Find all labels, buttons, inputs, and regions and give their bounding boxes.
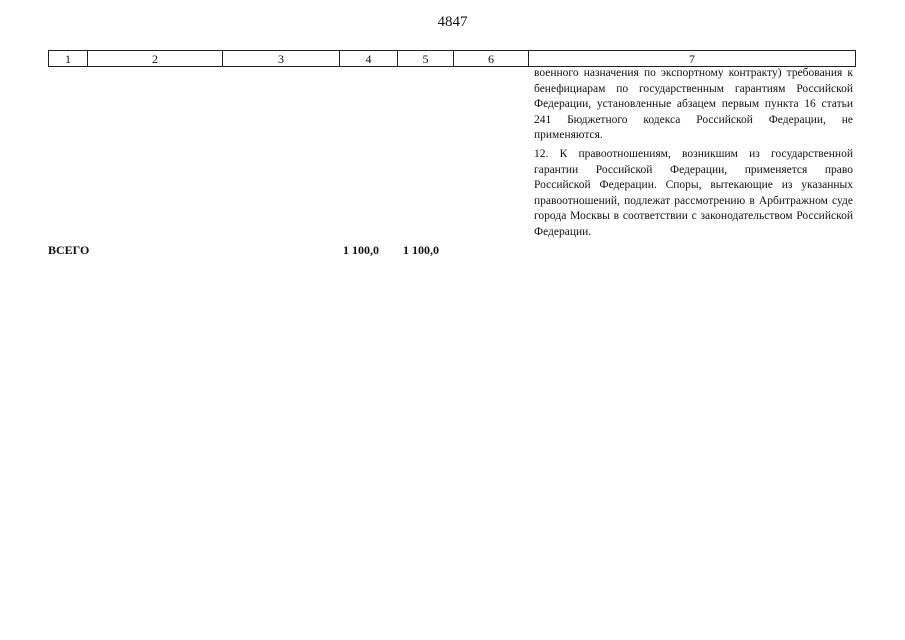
paragraph-12: 12. К правоотношениям, возникшим из государственной гарантии Российской Федерации, применяется право Российской Федерации. Споры, вытекающие из указанных правоотношений, подлежат рассмотрению в Арбитражном суде города Москвы в соответствии с законодательством Российской Федерации. (534, 148, 853, 238)
total-value-column-4: 1 100,0 (343, 243, 379, 257)
paragraph-continuation: военного назначения по экспортному контракту) требования к бенефициарам по государственным гарантиям Российской Федерации, установленные абзацем первым пункта 16 статьи 241 Бюджетного кодекса Российской Федерации, не применяются. (534, 67, 853, 142)
total-label: ВСЕГО (48, 243, 90, 257)
column-number-3: 3 (223, 51, 340, 67)
column-number-6: 6 (454, 51, 529, 67)
page-number: 4847 (437, 14, 468, 30)
column-number-2: 2 (88, 51, 223, 67)
column-number-5: 5 (398, 51, 454, 67)
column-number-1: 1 (49, 51, 88, 67)
header-row (49, 51, 856, 67)
column-number-7: 7 (529, 51, 856, 67)
total-value-column-5: 1 100,0 (403, 243, 439, 257)
column-number-4: 4 (340, 51, 398, 67)
column-number-header (48, 50, 856, 67)
